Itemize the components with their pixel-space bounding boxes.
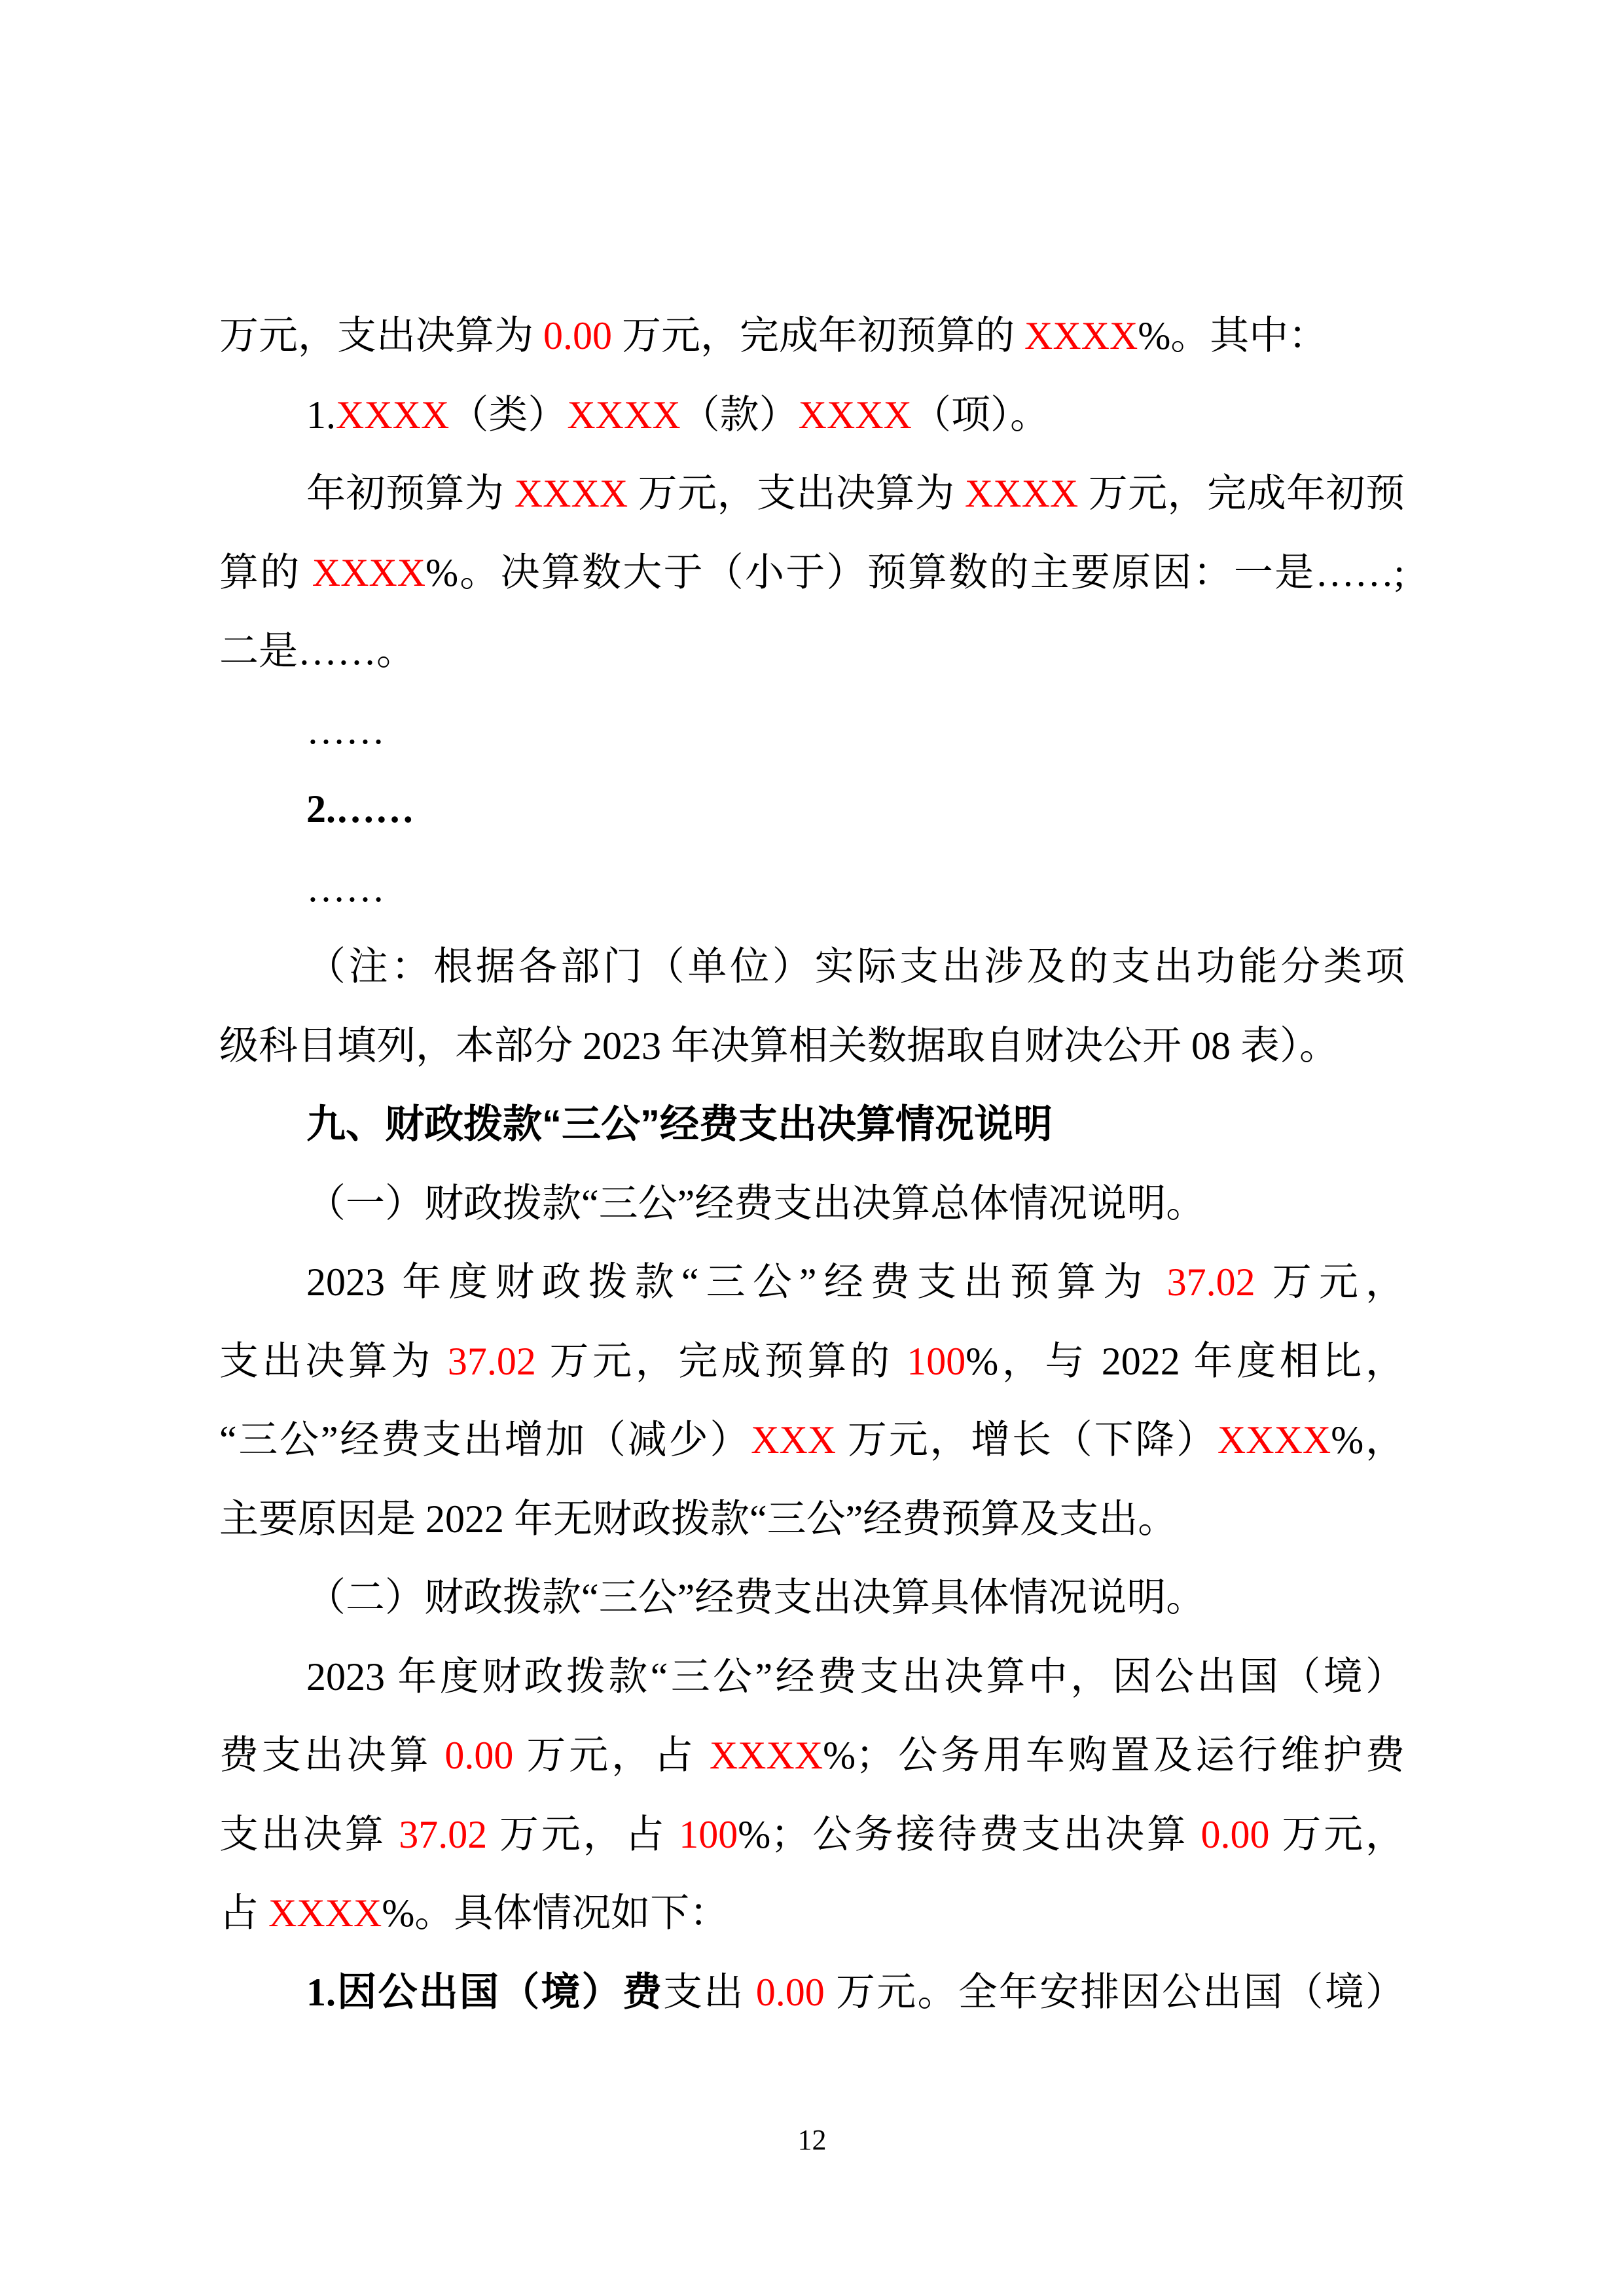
text-segment: %，与 2022 年度相比， [965, 1339, 1405, 1383]
text-line [219, 1401, 1405, 1480]
text-segment: %， [1331, 1418, 1405, 1462]
placeholder-value: 37.02 [1166, 1261, 1255, 1304]
text-line [219, 454, 1405, 533]
text-segment: 1.因公出国（境）费 [306, 1970, 664, 2014]
text-line [219, 296, 1405, 376]
text-line [219, 1638, 1405, 1717]
text-line [219, 376, 1405, 455]
text-line [219, 1164, 1405, 1244]
text-segment: 万元，支出决算为 [219, 314, 543, 357]
text-segment: 主要原因是 2022 年无财政拨款“三公”经费预算及支出。 [219, 1497, 1178, 1541]
text-segment: （款） [680, 393, 799, 437]
placeholder-value: XXXX [514, 472, 628, 515]
placeholder-value: 0.00 [755, 1970, 825, 2014]
text-line [219, 1953, 1405, 2032]
text-segment: 万元，完成年初预算的 [612, 314, 1024, 357]
text-segment: （注：根据各部门（单位）实际支出涉及的支出功能分类项 [306, 945, 1405, 988]
text-line [219, 927, 1405, 1007]
text-segment: 算的 [219, 550, 312, 594]
text-segment: （一）财政拨款“三公”经费支出决算总体情况说明。 [306, 1181, 1206, 1225]
text-line [219, 770, 1405, 849]
text-segment: （二）财政拨款“三公”经费支出决算具体情况说明。 [306, 1576, 1206, 1619]
text-segment: %。其中： [1138, 314, 1328, 357]
text-segment: …… [306, 708, 385, 752]
text-line [219, 612, 1405, 691]
placeholder-value: 0.00 [543, 314, 612, 357]
text-segment: 占 [219, 1892, 268, 1935]
text-segment: 万元。全年安排因公出国（境） [824, 1970, 1405, 2014]
text-segment: %。决算数大于（小于）预算数的主要原因：一是……; [425, 550, 1405, 594]
placeholder-value: XXXX [1217, 1418, 1331, 1462]
text-segment: 费支出决算 [219, 1734, 445, 1777]
text-segment: 万元，占 [513, 1734, 710, 1777]
placeholder-value: XXXX [964, 472, 1079, 515]
text-line [219, 1874, 1405, 1953]
text-segment: 年初预算为 [306, 472, 514, 515]
placeholder-value: XXXX [798, 393, 912, 437]
placeholder-value: XXXX [312, 550, 426, 594]
text-segment: 万元，占 [487, 1812, 679, 1856]
placeholder-value: 100 [679, 1812, 738, 1856]
text-segment: 万元，增长（下降） [836, 1418, 1218, 1462]
text-segment: %。具体情况如下： [382, 1892, 729, 1935]
text-segment: 支出决算 [219, 1812, 399, 1856]
placeholder-value: 0.00 [1200, 1812, 1270, 1856]
text-line [219, 1007, 1405, 1086]
text-line [219, 1795, 1405, 1874]
placeholder-value: 0.00 [444, 1734, 514, 1777]
placeholder-value: XXXX [336, 393, 450, 437]
text-segment: 2023 年度财政拨款“三公”经费支出预算为 [306, 1261, 1167, 1304]
text-segment: （类） [449, 393, 568, 437]
section-heading-line [219, 1085, 1405, 1164]
text-line [219, 1243, 1405, 1322]
text-segment: 支出 [663, 1970, 756, 2014]
text-segment: 2.…… [306, 787, 414, 831]
placeholder-value: 37.02 [399, 1812, 488, 1856]
text-segment: %；公务接待费支出决算 [738, 1812, 1201, 1856]
text-segment: 级科目填列，本部分 2023 年决算相关数据取自财决公开 08 表）。 [219, 1024, 1339, 1067]
placeholder-value: XXXX [709, 1734, 823, 1777]
placeholder-value: XXX [751, 1418, 837, 1462]
placeholder-value: XXXX [268, 1892, 382, 1935]
text-segment: 万元， [1255, 1261, 1405, 1304]
text-segment: （项）。 [911, 393, 1049, 437]
text-segment: 1. [306, 393, 336, 437]
text-line [219, 1480, 1405, 1559]
text-segment: 支出决算为 [219, 1339, 448, 1383]
text-segment: …… [306, 866, 385, 910]
text-segment: %；公务用车购置及运行维护费 [823, 1734, 1405, 1777]
page-number: 12 [797, 2124, 827, 2156]
text-segment: 2023 年度财政拨款“三公”经费支出决算中，因公出国（境） [306, 1655, 1405, 1698]
placeholder-value: 37.02 [447, 1339, 536, 1383]
text-line [219, 691, 1405, 770]
text-line [219, 1322, 1405, 1401]
text-segment: 九、财政拨款“三公”经费支出决算情况说明 [306, 1102, 1053, 1146]
document-text-block [219, 296, 1405, 2032]
text-segment: 万元，完成预算的 [535, 1339, 907, 1383]
text-line [219, 1716, 1405, 1795]
text-segment: 万元，支出决算为 [628, 472, 965, 515]
text-segment: “三公”经费支出增加（减少） [219, 1418, 751, 1462]
text-segment: 二是……。 [219, 630, 416, 673]
text-segment: 万元，完成年初预 [1078, 472, 1405, 515]
placeholder-value: XXXX [1024, 314, 1138, 357]
placeholder-value: XXXX [567, 393, 681, 437]
text-line [219, 533, 1405, 613]
text-segment: 万元， [1269, 1812, 1405, 1856]
text-line [219, 1558, 1405, 1638]
placeholder-value: 100 [907, 1339, 966, 1383]
text-line [219, 849, 1405, 928]
